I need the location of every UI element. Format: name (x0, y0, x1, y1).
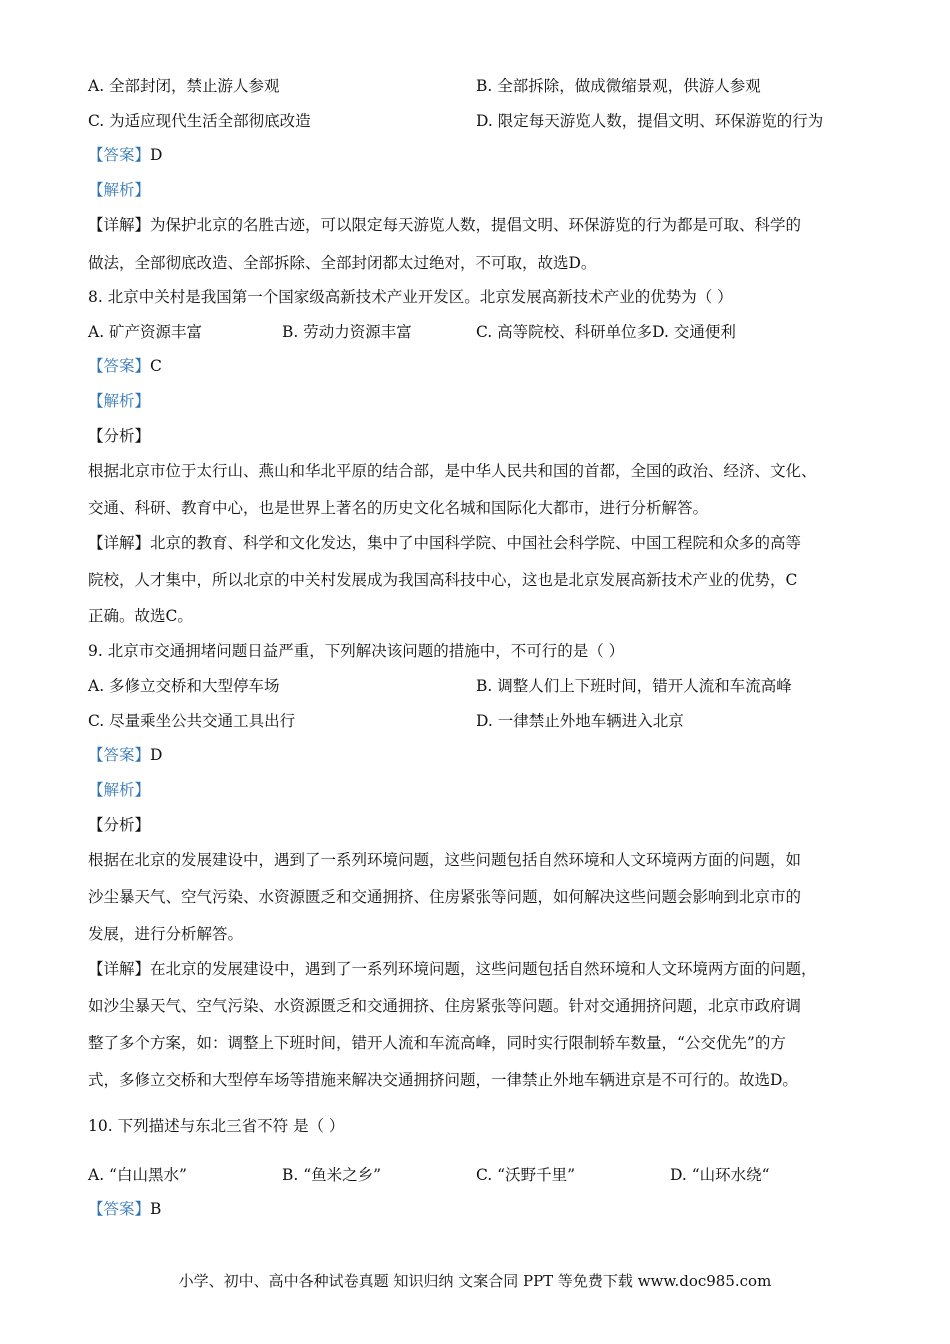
answer-value: B (150, 1200, 162, 1218)
page-footer: 小学、初中、高中各种试卷真题 知识归纳 文案合同 PPT 等免费下载 www.doc985.com (178, 1272, 772, 1290)
q9-fenxi-tag: 【分析】 (88, 816, 151, 834)
q9-question: 9. 北京市交通拥堵问题日益严重，下列解决该问题的措施中，不可行的是（ ） (88, 642, 625, 660)
q8-fenxi-tag: 【分析】 (88, 427, 151, 445)
q9-fenxi-line3: 发展，进行分析解答。 (88, 925, 244, 943)
q10-question: 10. 下列描述与东北三省不符 是（ ） (88, 1117, 345, 1135)
q10-option-d: D. “山环水绕“ (670, 1166, 770, 1184)
q9-option-b: B. 调整人们上下班时间，错开人流和车流高峰 (476, 677, 792, 695)
detail-tag: 【详解】 (88, 534, 151, 552)
q7-detail-line2: 做法，全部彻底改造、全部拆除、全部封闭都太过绝对，不可取，故选D。 (88, 254, 597, 272)
answer-value: D (150, 746, 163, 764)
q8-detail-line2: 院校，人才集中，所以北京的中关村发展成为我国高科技中心，这也是北京发展高新技术产业的优势，C (88, 571, 798, 589)
q7-detail-line1 (88, 214, 801, 236)
q8-fenxi-line2: 交通、科研、教育中心，也是世界上著名的历史文化名城和国际化大都市，进行分析解答。 (88, 499, 709, 517)
detail-text: 为保护北京的名胜古迹，可以限定每天游览人数，提倡文明、环保游览的行为都是可取、科学的 (150, 216, 802, 234)
q9-detail-line1 (88, 958, 817, 980)
answer-tag: 【答案】 (88, 146, 151, 164)
answer-tag: 【答案】 (88, 746, 151, 764)
q8-fenxi-line1: 根据北京市位于太行山、燕山和华北平原的结合部，是中华人民共和国的首都，全国的政治、经济、文化、 (88, 462, 817, 480)
answer-value: D (150, 146, 163, 164)
detail-tag: 【详解】 (88, 960, 151, 978)
q8-option-cd: C. 高等院校、科研单位多D. 交通便利 (476, 323, 736, 341)
detail-text: 北京的教育、科学和文化发达，集中了中国科学院、中国社会科学院、中国工程院和众多的高等 (150, 534, 802, 552)
q7-option-b: B. 全部拆除，做成微缩景观，供游人参观 (476, 77, 761, 95)
q8-detail-line1 (88, 532, 801, 554)
detail-tag: 【详解】 (88, 216, 151, 234)
q10-option-c: C. “沃野千里” (476, 1166, 576, 1184)
q8-answer (88, 355, 162, 377)
q7-option-d: D. 限定每天游览人数，提倡文明、环保游览的行为 (476, 112, 824, 130)
q10-option-b: B. “鱼米之乡” (282, 1166, 382, 1184)
q9-fenxi-line2: 沙尘暴天气、空气污染、水资源匮乏和交通拥挤、住房紧张等问题，如何解决这些问题会影响到北京市的 (88, 888, 802, 906)
q7-option-c: C. 为适应现代生活全部彻底改造 (88, 112, 311, 130)
q7-option-a: A. 全部封闭，禁止游人参观 (88, 77, 280, 95)
q8-question: 8. 北京中关村是我国第一个国家级高新技术产业开发区。北京发展高新技术产业的优势为（ ） (88, 288, 733, 306)
q9-option-c: C. 尽量乘坐公共交通工具出行 (88, 712, 296, 730)
answer-value: C (150, 357, 162, 375)
q10-answer (88, 1198, 161, 1220)
q7-answer (88, 144, 162, 166)
q9-analysis-tag: 【解析】 (88, 781, 151, 799)
q9-detail-line2: 如沙尘暴天气、空气污染、水资源匮乏和交通拥挤、住房紧张等问题。针对交通拥挤问题，北京市政府调 (88, 997, 802, 1015)
q8-option-a: A. 矿产资源丰富 (88, 323, 203, 341)
q8-analysis-tag: 【解析】 (88, 392, 151, 410)
answer-tag: 【答案】 (88, 357, 151, 375)
answer-tag: 【答案】 (88, 1200, 151, 1218)
q9-answer (88, 744, 162, 766)
q10-option-a: A. “白山黑水” (88, 1166, 187, 1184)
q8-detail-line3: 正确。故选C。 (88, 607, 193, 625)
q9-detail-line3: 整了多个方案，如：调整上下班时间，错开人流和车流高峰，同时实行限制轿车数量，“公交优先”的方 (88, 1034, 786, 1052)
q9-option-a: A. 多修立交桥和大型停车场 (88, 677, 280, 695)
q9-fenxi-line1: 根据在北京的发展建设中，遇到了一系列环境问题，这些问题包括自然环境和人文环境两方面的问题，如 (88, 851, 802, 869)
q8-option-b: B. 劳动力资源丰富 (282, 323, 412, 341)
q7-analysis-tag: 【解析】 (88, 181, 151, 199)
q9-option-d: D. 一律禁止外地车辆进入北京 (476, 712, 684, 730)
detail-text: 在北京的发展建设中，遇到了一系列环境问题，这些问题包括自然环境和人文环境两方面的问题， (150, 960, 817, 978)
q9-detail-line4: 式，多修立交桥和大型停车场等措施来解决交通拥挤问题，一律禁止外地车辆进京是不可行的。故选D。 (88, 1071, 798, 1089)
